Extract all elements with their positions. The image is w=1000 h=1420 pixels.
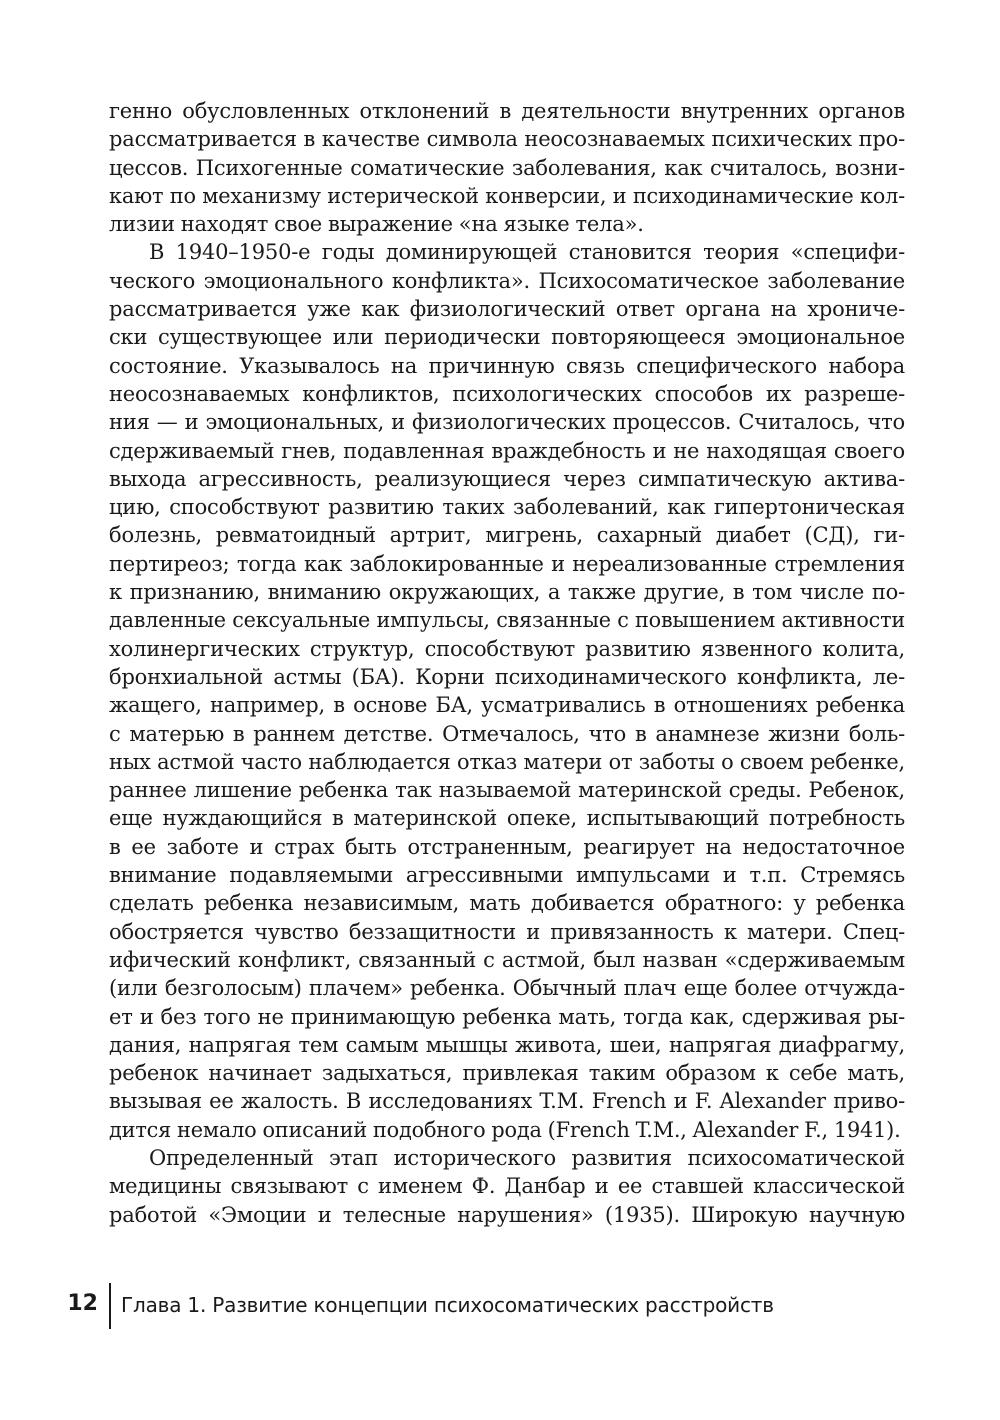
text-line: ски существующее или периодически повторяющееся эмоциональное bbox=[109, 325, 905, 350]
text-line: сделать ребенка независимым, мать добивается обратного: у ребенка bbox=[109, 891, 905, 916]
footer-divider bbox=[109, 1283, 111, 1329]
text-line: в ее заботе и страх быть отстраненным, реагирует на недостаточное bbox=[109, 834, 905, 859]
text-line: Определенный этап исторического развития психосоматической bbox=[149, 1145, 905, 1170]
text-line: неосознаваемых конфликтов, психологических способов их разреше- bbox=[109, 381, 905, 406]
text-line: ческого эмоционального конфликта». Психосоматическое заболевание bbox=[109, 268, 905, 293]
page-footer bbox=[0, 1281, 1000, 1331]
paragraph bbox=[109, 238, 905, 1144]
text-line: пертиреоз; тогда как заблокированные и нереализованные стремления bbox=[109, 551, 905, 576]
text-line: В 1940–1950-е годы доминирующей становится теория «специфи- bbox=[149, 240, 905, 265]
text-line: вызывая ее жалость. В исследованиях T.M. French и F. Alexander приво- bbox=[109, 1089, 905, 1114]
page-number: 12 bbox=[67, 1291, 98, 1316]
text-line: еще нуждающийся в материнской опеке, испытывающий потребность bbox=[109, 806, 905, 831]
text-line: цию, способствуют развитию таких заболеваний, как гипертоническая bbox=[109, 495, 905, 520]
text-line: рассматривается уже как физиологический ответ органа на хрониче- bbox=[109, 297, 905, 322]
text-line: дится немало описаний подобного рода (French T.M., Alexander F., 1941). bbox=[109, 1117, 901, 1142]
text-line: работой «Эмоции и телесные нарушения» (1935). Широкую научную bbox=[109, 1202, 905, 1227]
body-text bbox=[109, 97, 905, 1229]
text-line: ифический конфликт, связанный с астмой, был назван «сдерживаемым bbox=[109, 947, 905, 972]
text-line: дания, напрягая тем самым мышцы живота, шеи, напрягая диафрагму, bbox=[109, 1032, 905, 1057]
text-line: ния — и эмоциональных, и физиологических процессов. Считалось, что bbox=[109, 410, 905, 435]
text-line: (или безголосым) плачем» ребенка. Обычный плач еще более отчуждa- bbox=[109, 976, 905, 1001]
text-line: кают по механизму истерической конверсии, и психодинамические кол- bbox=[109, 183, 906, 208]
text-line: с матерью в раннем детстве. Отмечалось, что в анамнезе жизни боль- bbox=[109, 721, 905, 746]
text-line: давленные сексуальные импульсы, связанные с повышением активности bbox=[109, 608, 905, 633]
text-line: генно обусловленных отклонений в деятельности внутренних органов bbox=[109, 99, 905, 123]
text-line: ет и без того не принимающую ребенка мать, тогда как, сдерживая ры- bbox=[109, 1004, 905, 1029]
paragraph bbox=[109, 97, 905, 238]
text-line: бронхиальной астмы (БА). Корни психодинамического конфликта, ле- bbox=[109, 664, 905, 689]
text-line: болезнь, ревматоидный артрит, мигрень, сахарный диабет (СД), ги- bbox=[109, 523, 905, 548]
text-line: лизии находят свое выражение «на языке тела». bbox=[109, 212, 644, 237]
text-line: жащего, например, в основе БА, усматривались в отношениях ребенка bbox=[109, 693, 905, 718]
text-line: цессов. Психогенные соматические заболевания, как считалось, возни- bbox=[109, 155, 905, 180]
text-line: ных астмой часто наблюдается отказ матери от заботы о своем ребенке, bbox=[109, 749, 906, 774]
text-line: рассматривается в качестве символа неосознаваемых психических про- bbox=[109, 127, 905, 152]
text-line: выхода агрессивность, реализующиеся через симпатическую актива- bbox=[109, 466, 905, 491]
text-line: к признанию, вниманию окружающих, а также другие, в том числе по- bbox=[109, 580, 905, 605]
text-line: состояние. Указывалось на причинную связь специфического набора bbox=[109, 353, 905, 378]
text-line: сдерживаемый гнев, подавленная враждебность и не находящая своего bbox=[109, 438, 905, 463]
text-line: холинергических структур, способствуют развитию язвенного колита, bbox=[109, 636, 905, 661]
text-line: раннее лишение ребенка так называемой материнской среды. Ребенок, bbox=[109, 778, 905, 803]
text-line: ребенок начинает задыхаться, привлекая таким образом к себе мать, bbox=[109, 1061, 905, 1086]
text-line: внимание подавляемыми агрессивными импульсами и т.п. Стремясь bbox=[109, 863, 905, 888]
text-line: медицины связывают с именем Ф. Данбар и ее ставшей классической bbox=[109, 1174, 905, 1199]
running-chapter-title: Глава 1. Развитие концепции психосоматических расстройств bbox=[121, 1293, 774, 1317]
paragraph bbox=[109, 1144, 905, 1229]
text-line: обостряется чувство беззащитности и привязанность к матери. Спец- bbox=[109, 919, 905, 944]
